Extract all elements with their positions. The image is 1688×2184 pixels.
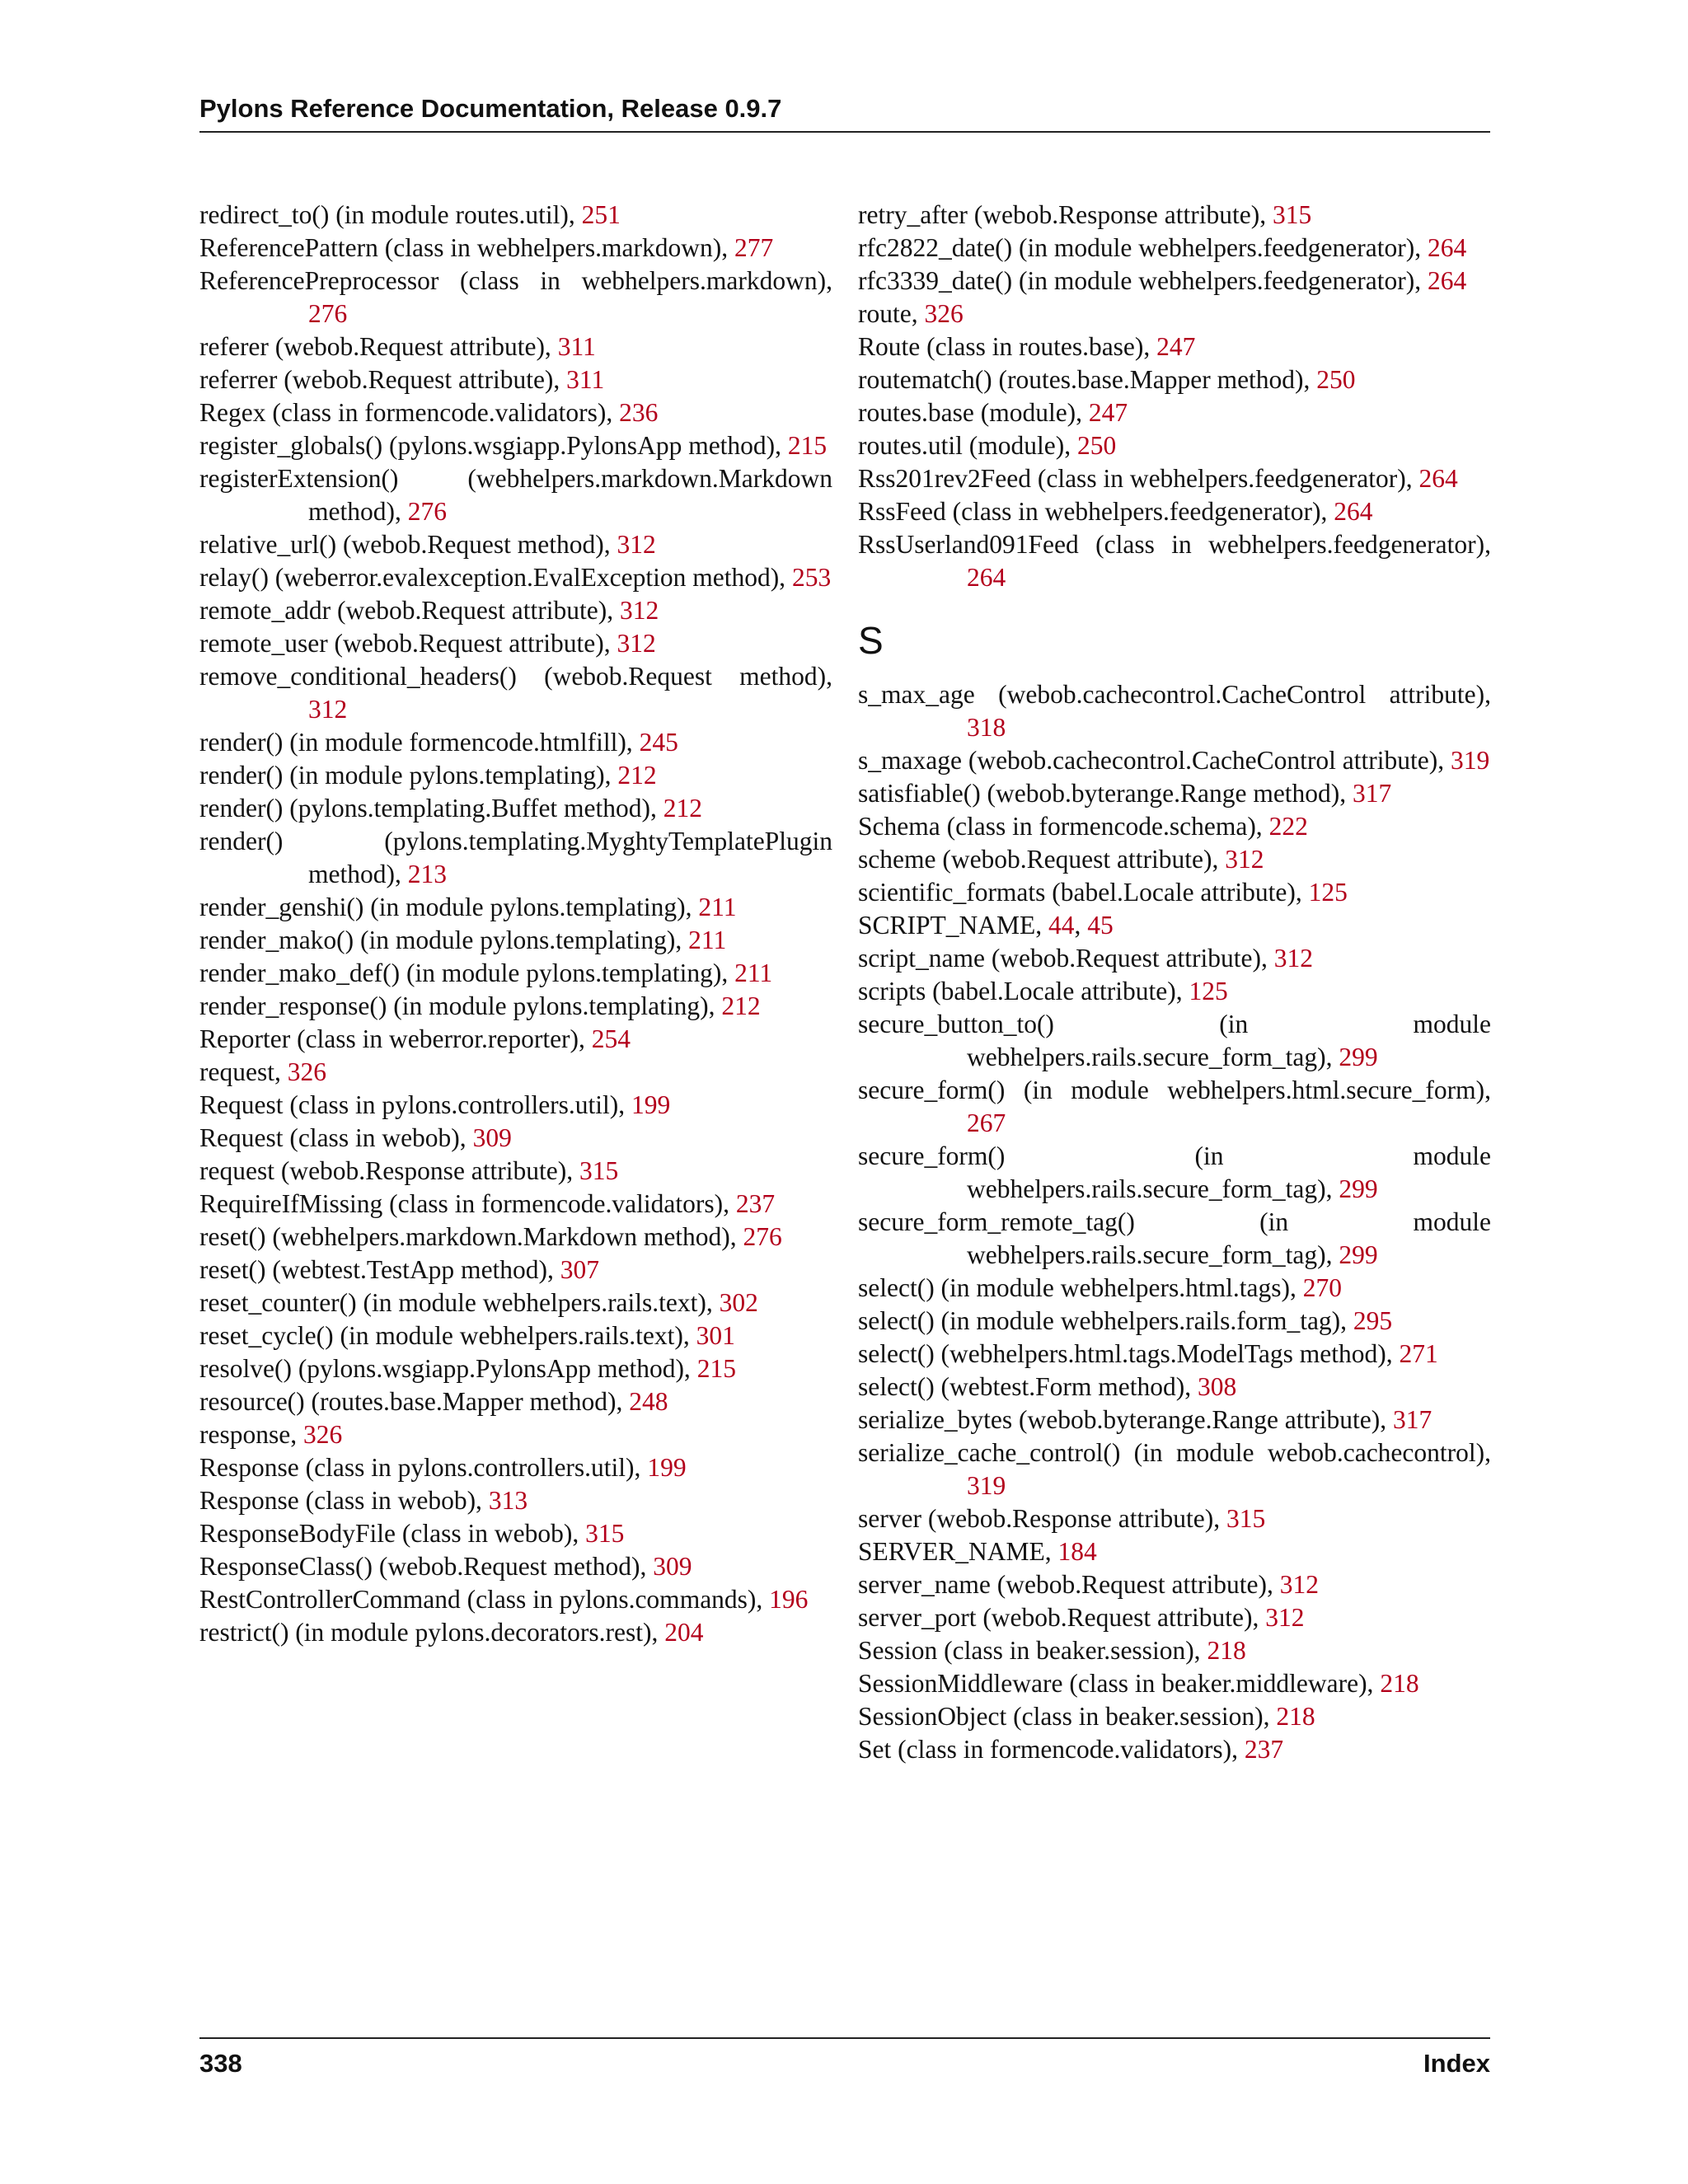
index-entry-term: satisfiable() (webob.byterange.Range method),: [858, 779, 1353, 808]
index-page-link[interactable]: 301: [696, 1321, 735, 1350]
index-entry-term: relay() (weberror.evalexception.EvalException method),: [199, 563, 792, 592]
index-page-link[interactable]: 319: [967, 1471, 1006, 1500]
index-entry: [199, 726, 832, 759]
index-entry: [199, 1517, 832, 1550]
index-page-link[interactable]: 309: [653, 1552, 692, 1581]
index-page-link[interactable]: 319: [1450, 746, 1490, 775]
index-page-link[interactable]: 312: [1225, 845, 1264, 874]
index-entry-term: secure_form() (in module webhelpers.rails.secure_form_tag),: [858, 1141, 1491, 1203]
index-entry: [858, 777, 1491, 810]
index-entry: [858, 1535, 1491, 1568]
index-page-link[interactable]: 212: [617, 761, 657, 790]
index-entry-term: ResponseClass() (webob.Request method),: [199, 1552, 654, 1581]
index-entry: [199, 561, 832, 594]
index-entry-term: render_mako_def() (in module pylons.templating),: [199, 958, 735, 987]
index-page-link[interactable]: 245: [639, 728, 678, 757]
index-page-link[interactable]: 251: [581, 200, 621, 229]
index-entry: [199, 396, 832, 429]
index-entry-term: SessionObject (class in beaker.session),: [858, 1702, 1277, 1731]
index-entry-term: RssUserland091Feed (class in webhelpers.feedgenerator),: [858, 530, 1491, 559]
index-entry-term: rfc2822_date() (in module webhelpers.feedgenerator),: [858, 233, 1428, 262]
index-page-link[interactable]: 299: [1339, 1174, 1378, 1203]
index-page-link[interactable]: 211: [734, 958, 773, 987]
index-page-link[interactable]: 250: [1076, 431, 1117, 460]
index-entry: [199, 1188, 832, 1221]
index-page-link[interactable]: 277: [734, 233, 774, 262]
index-entry: [858, 396, 1491, 429]
index-entry-term: server_port (webob.Request attribute),: [858, 1603, 1266, 1632]
index-page-link[interactable]: 326: [287, 1057, 326, 1086]
index-entry-term: select() (in module webhelpers.html.tags),: [858, 1273, 1303, 1302]
index-entry-term: remote_addr (webob.Request attribute),: [199, 596, 620, 625]
index-page-link[interactable]: 315: [1272, 200, 1312, 229]
index-page-link[interactable]: 276: [407, 497, 447, 526]
index-entry-term: render() (pylons.templating.Buffet method),: [199, 794, 663, 823]
index-entry-term: resource() (routes.base.Mapper method),: [199, 1387, 630, 1416]
index-page-link[interactable]: 184: [1057, 1537, 1097, 1566]
index-page-link[interactable]: 247: [1088, 398, 1128, 427]
index-page-link[interactable]: 295: [1353, 1306, 1393, 1335]
index-entry-term: ReferencePreprocessor (class in webhelpers.markdown),: [199, 266, 832, 295]
index-entry: [199, 1418, 832, 1451]
index-entry-term: RequireIfMissing (class in formencode.validators),: [199, 1189, 736, 1218]
index-entry: [199, 1550, 832, 1583]
index-entry-term: response,: [199, 1420, 303, 1449]
index-page-link[interactable]: 196: [769, 1585, 809, 1614]
index-page-link[interactable]: 276: [308, 299, 348, 328]
index-entry: [199, 1155, 832, 1188]
index-page-link[interactable]: 302: [719, 1288, 758, 1317]
index-page-link[interactable]: 237: [735, 1189, 776, 1218]
index-entry: [199, 594, 832, 627]
index-entry: [858, 1008, 1491, 1074]
footer-page-number: 338: [199, 2049, 242, 2078]
index-entry: [858, 1338, 1491, 1371]
index-entry-term: reset() (webhelpers.markdown.Markdown method),: [199, 1222, 743, 1251]
index-page-link[interactable]: 264: [967, 563, 1006, 592]
index-entry-term: SCRIPT_NAME,: [858, 911, 1049, 940]
index-entry: [199, 990, 832, 1023]
index-entry-term: serialize_cache_control() (in module webob.cachecontrol),: [858, 1438, 1491, 1467]
index-entry: [858, 528, 1491, 594]
index-entry: [858, 843, 1491, 876]
index-entry: [858, 1700, 1491, 1733]
index-entry-term: s_max_age (webob.cachecontrol.CacheControl attribute),: [858, 680, 1491, 709]
index-entry-term: Regex (class in formencode.validators),: [199, 398, 620, 427]
index-page-link[interactable]: 125: [1308, 878, 1348, 907]
index-entry: [199, 759, 832, 792]
index-entry: [858, 462, 1491, 495]
index-entry-term: render() (in module pylons.templating),: [199, 761, 618, 790]
index-entry: [199, 232, 832, 265]
index-entry: [199, 1254, 832, 1286]
header-rule: [199, 131, 1490, 133]
index-entry: [858, 199, 1491, 232]
index-entry-term: restrict() (in module pylons.decorators.rest),: [199, 1618, 665, 1647]
index-page-link[interactable]: 318: [967, 713, 1006, 742]
index-entry: [858, 1305, 1491, 1338]
index-entry-term: request,: [199, 1057, 288, 1086]
index-page-link[interactable]: 218: [1380, 1669, 1419, 1698]
index-entry: [858, 1404, 1491, 1436]
index-page-link[interactable]: 315: [579, 1156, 619, 1185]
index-entry: [199, 265, 832, 330]
index-entry: SCRIPT_NAME, 44, 45: [858, 911, 1114, 940]
index-page-link[interactable]: 270: [1302, 1273, 1342, 1302]
index-page-link[interactable]: 307: [560, 1255, 600, 1284]
index-entry-term: render() (pylons.templating.MyghtyTemplatePlugin method),: [199, 827, 832, 888]
index-entry: [199, 1122, 832, 1155]
index-page-link[interactable]: 271: [1399, 1339, 1438, 1368]
index-entry: [199, 363, 832, 396]
index-page-link[interactable]: 44: [1048, 911, 1075, 940]
index-entry: [199, 429, 832, 462]
index-entry-term: routes.base (module),: [858, 398, 1089, 427]
index-entry: [199, 825, 832, 891]
index-entry-term: referer (webob.Request attribute),: [199, 332, 558, 361]
index-entry-term: secure_form_remote_tag() (in module webhelpers.rails.secure_form_tag),: [858, 1207, 1491, 1269]
index-page-link[interactable]: 267: [967, 1108, 1006, 1137]
footer-rule: [199, 2037, 1490, 2039]
index-entry: [858, 1140, 1491, 1206]
index-entry: [199, 627, 832, 660]
index-page-link[interactable]: 312: [1279, 1570, 1319, 1599]
index-page-link[interactable]: 125: [1189, 977, 1228, 1005]
index-page-link[interactable]: 222: [1268, 812, 1308, 841]
index-entry: [858, 942, 1491, 975]
index-entry-term: s_maxage (webob.cachecontrol.CacheControl attribute),: [858, 746, 1451, 775]
index-page-link[interactable]: 199: [647, 1453, 687, 1482]
index-page-link[interactable]: 204: [664, 1618, 704, 1647]
index-entry-term: RssFeed (class in webhelpers.feedgenerator),: [858, 497, 1334, 526]
index-entry-term: remote_user (webob.Request attribute),: [199, 629, 617, 658]
index-entry: [858, 1272, 1491, 1305]
index-entry-term: Response (class in webob),: [199, 1486, 489, 1515]
index-page-link[interactable]: 308: [1198, 1372, 1237, 1401]
index-page-link[interactable]: 315: [585, 1519, 625, 1548]
index-page-link[interactable]: 247: [1156, 332, 1196, 361]
index-entry-term: relative_url() (webob.Request method),: [199, 530, 617, 559]
index-entry-term: reset() (webtest.TestApp method),: [199, 1255, 560, 1284]
index-page-link[interactable]: 311: [566, 365, 605, 394]
index-entry: [199, 1089, 832, 1122]
index-page-link[interactable]: 264: [1427, 233, 1467, 262]
index-page-link[interactable]: 312: [617, 530, 656, 559]
index-entry-term: reset_counter() (in module webhelpers.rails.text),: [199, 1288, 720, 1317]
index-entry: [199, 957, 832, 990]
index-entry-term: Request (class in pylons.controllers.util),: [199, 1090, 632, 1119]
index-entry-term: serialize_bytes (webob.byterange.Range attribute),: [858, 1405, 1393, 1434]
index-entry: [858, 429, 1491, 462]
index-entry-term: scientific_formats (babel.Locale attribute),: [858, 878, 1309, 907]
index-entry-term: SERVER_NAME,: [858, 1537, 1058, 1566]
index-entry: [199, 330, 832, 363]
index-column-left: [199, 199, 832, 1649]
index-page-link[interactable]: 264: [1427, 266, 1467, 295]
index-entry-term: retry_after (webob.Response attribute),: [858, 200, 1273, 229]
index-entry: [858, 298, 1491, 330]
index-page-link[interactable]: 299: [1339, 1043, 1378, 1071]
index-entry-term: Reporter (class in weberror.reporter),: [199, 1024, 592, 1053]
index-entry-term: ResponseBodyFile (class in webob),: [199, 1519, 586, 1548]
index-page-link[interactable]: 317: [1393, 1405, 1432, 1434]
index-entry: [858, 1601, 1491, 1634]
index-entry: [858, 1634, 1491, 1667]
index-entry-term: scheme (webob.Request attribute),: [858, 845, 1226, 874]
index-entry-term: routes.util (module),: [858, 431, 1077, 460]
index-page-link[interactable]: 237: [1244, 1735, 1284, 1764]
index-entry-term: select() (webtest.Form method),: [858, 1372, 1198, 1401]
index-entry: [858, 678, 1491, 744]
running-header-title: Pylons Reference Documentation, Release 0.9.7: [199, 94, 782, 123]
index-entry: [199, 1221, 832, 1254]
index-page-link[interactable]: 312: [308, 695, 348, 724]
index-entry: [858, 1667, 1491, 1700]
index-group-r-continued: [858, 199, 1491, 594]
index-entry-term: select() (in module webhelpers.rails.form_tag),: [858, 1306, 1353, 1335]
index-entry: [858, 232, 1491, 265]
index-entry: [858, 876, 1491, 909]
index-entry-term: Set (class in formencode.validators),: [858, 1735, 1245, 1764]
index-page-link[interactable]: 254: [591, 1024, 631, 1053]
index-page-link[interactable]: 276: [743, 1222, 782, 1251]
index-entry: [858, 363, 1491, 396]
index-entry: [199, 660, 832, 726]
index-entry: [199, 1056, 832, 1089]
index-entry: [858, 330, 1491, 363]
index-page-link[interactable]: 248: [629, 1387, 668, 1416]
index-page-link[interactable]: 45: [1087, 911, 1114, 940]
index-entry-term: register_globals() (pylons.wsgiapp.PylonsApp method),: [199, 431, 788, 460]
index-group-s: [858, 678, 1491, 1766]
index-page-link[interactable]: 211: [698, 893, 737, 921]
index-page-link[interactable]: 250: [1316, 365, 1356, 394]
index-entry: [858, 1502, 1491, 1535]
index-entry-term: route,: [858, 299, 925, 328]
index-entry-term: render() (in module formencode.htmlfill),: [199, 728, 640, 757]
index-page-link[interactable]: 326: [302, 1420, 343, 1449]
index-column-right: [858, 199, 1491, 1766]
index-entry: [858, 265, 1491, 298]
index-entry: [858, 1436, 1491, 1502]
index-entry-term: Response (class in pylons.controllers.util),: [199, 1453, 648, 1482]
index-entry-term: Schema (class in formencode.schema),: [858, 812, 1269, 841]
index-entry-term: secure_form() (in module webhelpers.html.secure_form),: [858, 1076, 1491, 1104]
index-entry: [199, 1583, 832, 1616]
index-page-link[interactable]: 218: [1276, 1702, 1315, 1731]
index-entry: [199, 891, 832, 924]
index-section-letter: S: [858, 619, 884, 662]
index-page-link[interactable]: 211: [688, 926, 727, 954]
index-entry-term: rfc3339_date() (in module webhelpers.feedgenerator),: [858, 266, 1428, 295]
index-entry: [858, 1733, 1491, 1766]
index-page-link[interactable]: 236: [619, 398, 659, 427]
index-entry: [199, 924, 832, 957]
index-entry: [858, 495, 1491, 528]
index-entry-term: remove_conditional_headers() (webob.Request method),: [199, 662, 832, 691]
index-page-link[interactable]: 326: [924, 299, 964, 328]
index-entry: [199, 1484, 832, 1517]
index-page-link[interactable]: 313: [488, 1486, 528, 1515]
index-page-link[interactable]: 312: [1273, 944, 1313, 972]
index-entry-term: script_name (webob.Request attribute),: [858, 944, 1274, 972]
index-entry-term: select() (webhelpers.html.tags.ModelTags method),: [858, 1339, 1400, 1368]
index-entry: [199, 792, 832, 825]
index-entry-term: RestControllerCommand (class in pylons.commands),: [199, 1585, 770, 1614]
index-page-link[interactable]: 213: [407, 860, 447, 888]
index-entry: [858, 1568, 1491, 1601]
index-entry-term: ReferencePattern (class in webhelpers.markdown),: [199, 233, 734, 262]
index-page-link[interactable]: 317: [1353, 779, 1392, 808]
index-entry: [199, 1352, 832, 1385]
index-page-link[interactable]: 253: [791, 563, 832, 592]
index-page-link[interactable]: 199: [631, 1090, 671, 1119]
index-entry: [199, 1616, 832, 1649]
index-entry: [199, 462, 832, 528]
index-page-link[interactable]: 299: [1339, 1240, 1378, 1269]
index-page-link[interactable]: 212: [663, 794, 703, 823]
index-entry-term: render_response() (in module pylons.templating),: [199, 991, 722, 1020]
index-entry-term: server_name (webob.Request attribute),: [858, 1570, 1280, 1599]
index-page-link[interactable]: 315: [1226, 1504, 1266, 1533]
index-page-link[interactable]: 264: [1334, 497, 1373, 526]
index-entry-term: Session (class in beaker.session),: [858, 1636, 1207, 1665]
index-entry: [858, 1206, 1491, 1272]
index-entry: [199, 1319, 832, 1352]
index-page-link[interactable]: 312: [1265, 1603, 1305, 1632]
index-entry-term: request (webob.Response attribute),: [199, 1156, 579, 1185]
index-entry-term: Rss201rev2Feed (class in webhelpers.feedgenerator),: [858, 464, 1419, 493]
index-entry-term: registerExtension() (webhelpers.markdown.Markdown method),: [199, 464, 832, 526]
index-entry: [858, 975, 1491, 1008]
index-page-link[interactable]: 215: [787, 431, 828, 460]
index-entry-term: reset_cycle() (in module webhelpers.rails.text),: [199, 1321, 696, 1350]
index-entry-term: routematch() (routes.base.Mapper method),: [858, 365, 1317, 394]
footer-section-name: Index: [1423, 2049, 1490, 2078]
index-entry-term: scripts (babel.Locale attribute),: [858, 977, 1189, 1005]
index-entry-term: render_genshi() (in module pylons.templating),: [199, 893, 699, 921]
index-entry-term: Route (class in routes.base),: [858, 332, 1157, 361]
index-entry: [199, 528, 832, 561]
index-entry: [858, 810, 1491, 843]
index-entry-term: SessionMiddleware (class in beaker.middleware),: [858, 1669, 1381, 1698]
index-entry: [199, 1023, 832, 1056]
index-page-link[interactable]: 312: [617, 629, 656, 658]
index-entry: [858, 1371, 1491, 1404]
index-entry-term: render_mako() (in module pylons.templating),: [199, 926, 689, 954]
index-entry-term: Request (class in webob),: [199, 1123, 473, 1152]
index-page-link[interactable]: 264: [1418, 464, 1458, 493]
index-entry: [199, 1451, 832, 1484]
index-page-link[interactable]: 218: [1207, 1636, 1246, 1665]
index-page-link[interactable]: 212: [721, 991, 761, 1020]
index-entry-term: resolve() (pylons.wsgiapp.PylonsApp method),: [199, 1354, 697, 1383]
index-entry: [858, 744, 1491, 777]
index-entry-term: secure_button_to() (in module webhelpers.rails.secure_form_tag),: [858, 1010, 1491, 1071]
index-page-link[interactable]: 311: [557, 332, 596, 361]
index-entry: [199, 199, 832, 232]
index-entry-term: redirect_to() (in module routes.util),: [199, 200, 582, 229]
index-page-link[interactable]: 215: [696, 1354, 736, 1383]
index-entry: [858, 1074, 1491, 1140]
index-entry: [199, 1385, 832, 1418]
index-page-link[interactable]: 312: [619, 596, 659, 625]
index-page-link[interactable]: 309: [472, 1123, 512, 1152]
index-entry: [199, 1286, 832, 1319]
index-entry-term: server (webob.Response attribute),: [858, 1504, 1226, 1533]
index-entry-term: referrer (webob.Request attribute),: [199, 365, 567, 394]
